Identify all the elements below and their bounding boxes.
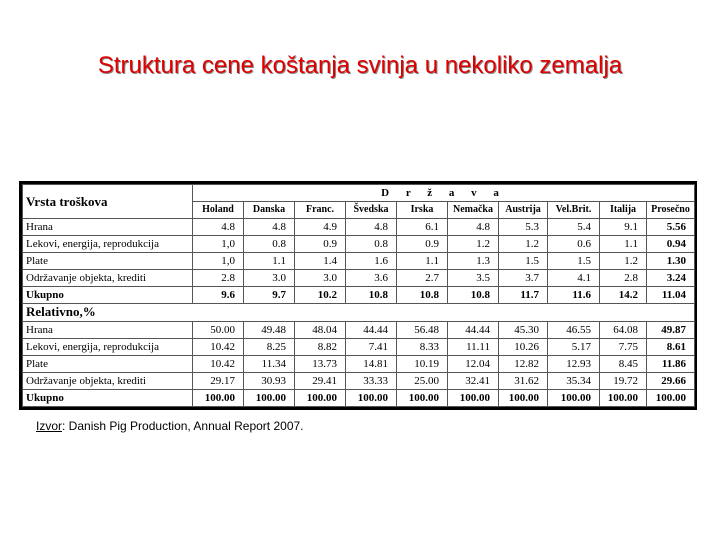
cell-value: 29.66 <box>647 372 695 389</box>
cell-value: 0.6 <box>548 236 600 253</box>
cell-value: 3.5 <box>448 270 499 287</box>
cell-value: 25.00 <box>397 372 448 389</box>
cell-value: 49.48 <box>244 321 295 338</box>
cell-value: 1.5 <box>548 253 600 270</box>
cell-value: 29.41 <box>295 372 346 389</box>
cell-value: 1.4 <box>295 253 346 270</box>
column-header: Austrija <box>499 202 548 219</box>
table-row <box>23 321 695 338</box>
cell-value: 5.3 <box>499 219 548 236</box>
cell-value: 46.55 <box>548 321 600 338</box>
row-label: Plate <box>23 355 193 372</box>
cell-value: 6.1 <box>397 219 448 236</box>
cell-value: 100.00 <box>600 389 647 406</box>
column-header: Vel.Brit. <box>548 202 600 219</box>
cell-value: 100.00 <box>244 389 295 406</box>
cell-value: 9.7 <box>244 287 295 304</box>
column-header: Švedska <box>346 202 397 219</box>
cell-value: 5.4 <box>548 219 600 236</box>
cell-value: 2.7 <box>397 270 448 287</box>
cell-value: 11.04 <box>647 287 695 304</box>
table-row <box>23 372 695 389</box>
cell-value: 44.44 <box>448 321 499 338</box>
cell-value: 7.41 <box>346 338 397 355</box>
group-header: D r ž a v a <box>193 185 695 202</box>
cell-value: 11.86 <box>647 355 695 372</box>
cell-value: 1.2 <box>600 253 647 270</box>
cell-value: 10.8 <box>346 287 397 304</box>
cell-value: 29.17 <box>193 372 244 389</box>
cell-value: 3.6 <box>346 270 397 287</box>
section-row <box>23 304 695 321</box>
cell-value: 4.8 <box>346 219 397 236</box>
cell-value: 35.34 <box>548 372 600 389</box>
cell-value: 10.26 <box>499 338 548 355</box>
column-header: Nemačka <box>448 202 499 219</box>
cell-value: 100.00 <box>397 389 448 406</box>
source-text: : Danish Pig Production, Annual Report 2007. <box>62 419 304 433</box>
cell-value: 4.1 <box>548 270 600 287</box>
cell-value: 33.33 <box>346 372 397 389</box>
source-note <box>36 419 304 433</box>
cell-value: 100.00 <box>548 389 600 406</box>
cell-value: 5.17 <box>548 338 600 355</box>
cell-value: 10.42 <box>193 355 244 372</box>
cell-value: 8.82 <box>295 338 346 355</box>
slide-title: Struktura cene koštanja svinja u nekoliko zemalja <box>97 52 623 79</box>
cell-value: 1.1 <box>600 236 647 253</box>
cell-value: 10.42 <box>193 338 244 355</box>
row-label: Održavanje objekta, krediti <box>23 372 193 389</box>
column-header: Holand <box>193 202 244 219</box>
row-label: Hrana <box>23 219 193 236</box>
cell-value: 8.61 <box>647 338 695 355</box>
cell-value: 2.8 <box>193 270 244 287</box>
cell-value: 11.11 <box>448 338 499 355</box>
cell-value: 14.81 <box>346 355 397 372</box>
cell-value: 100.00 <box>295 389 346 406</box>
cell-value: 44.44 <box>346 321 397 338</box>
cell-value: 4.8 <box>448 219 499 236</box>
cell-value: 12.82 <box>499 355 548 372</box>
cost-table-frame <box>19 181 697 410</box>
cell-value: 1.6 <box>346 253 397 270</box>
cell-value: 3.24 <box>647 270 695 287</box>
cell-value: 1.3 <box>448 253 499 270</box>
cell-value: 13.73 <box>295 355 346 372</box>
cell-value: 4.8 <box>244 219 295 236</box>
cell-value: 1.2 <box>499 236 548 253</box>
cell-value: 32.41 <box>448 372 499 389</box>
cell-value: 9.1 <box>600 219 647 236</box>
column-header: Irska <box>397 202 448 219</box>
header-row-1 <box>23 185 695 202</box>
cell-value: 48.04 <box>295 321 346 338</box>
cell-value: 10.19 <box>397 355 448 372</box>
cell-value: 56.48 <box>397 321 448 338</box>
cell-value: 30.93 <box>244 372 295 389</box>
cell-value: 5.56 <box>647 219 695 236</box>
cell-value: 0.8 <box>346 236 397 253</box>
cell-value: 100.00 <box>448 389 499 406</box>
cell-value: 11.6 <box>548 287 600 304</box>
section-header: Relativno,% <box>23 304 695 321</box>
cell-value: 7.75 <box>600 338 647 355</box>
cell-value: 1.1 <box>397 253 448 270</box>
table-row <box>23 253 695 270</box>
cell-value: 1.30 <box>647 253 695 270</box>
cell-value: 1,0 <box>193 253 244 270</box>
table-row <box>23 236 695 253</box>
cell-value: 1.2 <box>448 236 499 253</box>
row-label: Lekovi, energija, reprodukcija <box>23 236 193 253</box>
total-row <box>23 389 695 406</box>
row-label: Lekovi, energija, reprodukcija <box>23 338 193 355</box>
cell-value: 0.9 <box>295 236 346 253</box>
column-header: Italija <box>600 202 647 219</box>
cell-value: 12.93 <box>548 355 600 372</box>
source-prefix: Izvor <box>36 419 63 433</box>
total-row <box>23 287 695 304</box>
cell-value: 4.8 <box>193 219 244 236</box>
column-header: Danska <box>244 202 295 219</box>
row-label: Ukupno <box>23 287 193 304</box>
cell-value: 8.25 <box>244 338 295 355</box>
cell-value: 50.00 <box>193 321 244 338</box>
cell-value: 8.45 <box>600 355 647 372</box>
cell-value: 8.33 <box>397 338 448 355</box>
cell-value: 0.94 <box>647 236 695 253</box>
cell-value: 49.87 <box>647 321 695 338</box>
cell-value: 1,0 <box>193 236 244 253</box>
cell-value: 3.7 <box>499 270 548 287</box>
cell-value: 10.8 <box>397 287 448 304</box>
cell-value: 100.00 <box>193 389 244 406</box>
cell-value: 10.8 <box>448 287 499 304</box>
cell-value: 3.0 <box>244 270 295 287</box>
row-label: Održavanje objekta, krediti <box>23 270 193 287</box>
cell-value: 64.08 <box>600 321 647 338</box>
table-row <box>23 338 695 355</box>
cell-value: 100.00 <box>647 389 695 406</box>
column-header: Prosečno <box>647 202 695 219</box>
row-header: Vrsta troškova <box>23 185 193 219</box>
cell-value: 14.2 <box>600 287 647 304</box>
cell-value: 11.34 <box>244 355 295 372</box>
row-label: Plate <box>23 253 193 270</box>
cell-value: 3.0 <box>295 270 346 287</box>
table-row <box>23 270 695 287</box>
table-row <box>23 219 695 236</box>
cell-value: 100.00 <box>346 389 397 406</box>
table-row <box>23 355 695 372</box>
cell-value: 12.04 <box>448 355 499 372</box>
cell-value: 31.62 <box>499 372 548 389</box>
cell-value: 1.5 <box>499 253 548 270</box>
cell-value: 9.6 <box>193 287 244 304</box>
cell-value: 2.8 <box>600 270 647 287</box>
cost-structure-table <box>22 184 695 407</box>
cell-value: 11.7 <box>499 287 548 304</box>
cell-value: 10.2 <box>295 287 346 304</box>
cell-value: 100.00 <box>499 389 548 406</box>
row-label: Ukupno <box>23 389 193 406</box>
cell-value: 1.1 <box>244 253 295 270</box>
row-label: Hrana <box>23 321 193 338</box>
cell-value: 45.30 <box>499 321 548 338</box>
column-header: Franc. <box>295 202 346 219</box>
cell-value: 0.8 <box>244 236 295 253</box>
cell-value: 4.9 <box>295 219 346 236</box>
cell-value: 0.9 <box>397 236 448 253</box>
cell-value: 19.72 <box>600 372 647 389</box>
